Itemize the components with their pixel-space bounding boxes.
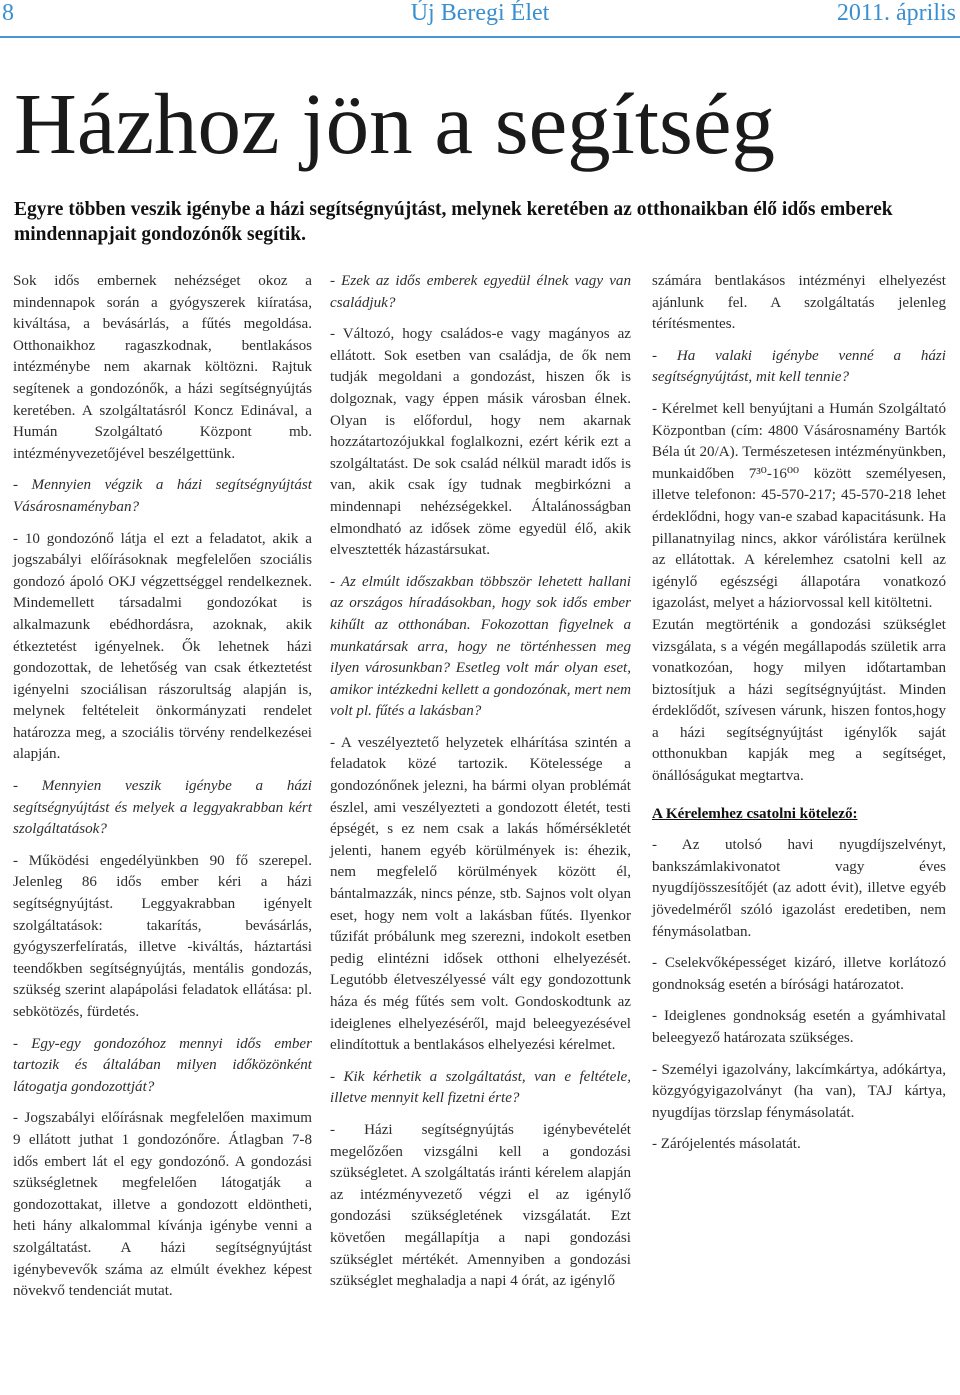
interview-answer: - Változó, hogy családos-e vagy magányos az ellátott. Sok esetben van családja, de ők nem tudják megoldani a gondozást, hiszen ők is dolgoznak, vagy éppen másik városban élnek. Olyan is előfordul, hogy nem akarnak hozzátartozójukkal foglalkozni, ezért kérik ezt a szolgáltatást. De sok család nélkül maradt idős is van, akik csak így tudnak megbirkózni a mindennapi nehézségekkel. Általánosságban elmondható az idősek zöme egyedül élő, akik elvesztették házastársukat. [330,326,631,559]
page-header [0,0,960,36]
article-column-3 [652,271,946,1389]
interview-answer: - 10 gondozónő látja el ezt a feladatot, akik a jogszabályi előírásoknak megfelelően szociális gondozó ápoló OKJ végzettséggel rendelkeznek. Mindemellett társadalmi gondozókat is alkalmazunk ebédhordásra, azoknak, akik étkeztetést igényelnek. Ők lehetnek házi gondozottak, de lehetőség van csak étkeztetést igényelni szociálisan rászorultság alapján is, melynek feltételeit önkormányzati rendelet határozza meg, a szociális törvény rendelkezései alapján. [13,530,312,763]
required-document-item: - Ideiglenes gondnokság esetén a gyámhivatal beleegyező határozata szükséges. [652,1008,946,1046]
article-title: Házhoz jön a segítség [14,75,775,172]
article-lead: Egyre többen veszik igénybe a házi segítségnyújtást, melynek keretében az otthonaikban élő idős emberek mindennapjait gondozónők segítik. [14,199,893,245]
required-document-item: - Személyi igazolvány, lakcímkártya, adókártya, közgyógyigazolványt (ha van), TAJ kártya, nyugdíjas törzslap fénymásolatát. [652,1061,946,1121]
interview-answer: - A veszélyeztető helyzetek elhárítása szintén a feladatok közé tartozik. Kötelessége a gondozónőnek jelezni, ha bármi olyan problémát észlel, ami veszélyezteti a gondozott életét, testi épségét, s ez nem csak a lakás hőmérsékletét jelenti, hanem egyéb körülmények is: éhezik, nem megfelelő körülmények között él, bántalmazzák, nincs pénze, stb. Sajnos volt olyan eset, hogy nem volt a lakásban fűtés. Ilyenkor tűzifát próbálunk meg szerezni, indokolt esetben pedig elintézni idősek otthoni elhelyezését. Legutóbb életveszélyessé vált egy gondozottunk háza és még fűtés sem volt. Gondoskodtunk az ideiglenes elhelyezéséről, majd beleegyezésével elindítottuk a bentlakásos elhelyezési kérelmet. [330,734,631,1054]
required-documents-heading: A Kérelemhez csatolni kötelező: [652,805,858,822]
interview-answer: - Házi segítségnyújtás igénybevételét megelőzően vizsgálni kell a gondozási szükségletet. A szolgáltatás iránti kérelem alapján az intézményvezető végzi el az igénylő gondozási szükségletének vizsgálatát. Ezt követően megállapítja a napi gondozási szükséglet mértékét. Amennyiben a gondozási szükséglet meghaladja a napi 4 órát, az igénylő [330,1121,631,1290]
required-document-item: - Az utolsó havi nyugdíjszelvényt, bankszámlakivonatot vagy éves nyugdíjösszesítőjét (az adott évit), illetve egyéb jövedelméről szóló igazolást eredetiben, nem fénymásolatban. [652,837,946,940]
interview-question: - Egy-egy gondozóhoz mennyi idős ember tartozik és általában milyen időközönként látogatja gondozottját? [13,1035,312,1095]
interview-question: - Mennyien veszik igénybe a házi segítségnyújtást és melyek a leggyakrabban kért szolgáltatások? [13,778,312,838]
article-column-2 [330,271,631,1389]
interview-answer: - Jogszabályi előírásnak megfelelően maximum 9 ellátott juthat 1 gondozónőre. Átlagban 7-8 idős embert lát el egy gondozónő. A gondozási szükségletnek megfelelően látogatják a gondozottakat, illetve a gondozott eldöntheti, heti hány alkalommal kívánja igénybe venni a szolgáltatást. A házi segítségnyújtást igénybevevők száma az elmúlt évekhez képest növekvő tendenciát mutat. [13,1110,312,1300]
paragraph: Ezután megtörténik a gondozási szükséglet vizsgálata, s a végén megállapodás születik arra vonatkozóan, hogy milyen időtartamban biztosítjuk a házi segítségnyújtást. Minden érdeklődőt, szívesen várunk, hiszen fontos,hogy a házi segítségnyújtást igénylők saját otthonukban kapják meg a segítséget, önállóságukat megtartva. [652,616,946,785]
interview-question: - Mennyien végzik a házi segítségnyújtást Vásárosnaményban? [13,477,312,515]
interview-answer: - Működési engedélyünkben 90 fő szerepel. Jelenleg 86 idős ember kéri a házi segítségnyújtást. Leggyakrabban igényelt szolgáltatások: takarítás, bevásárlás, gyógyszerfelíratás, illetve -kiváltás, háztartási teendőkben segítségnyújtás, mentális gondozás, szükség szerint alapápolási feladatok ellátása: pl. sebkötözés, fürdetés. [13,852,312,1020]
interview-question: - Az elmúlt időszakban többször lehetett hallani az országos híradásokban, hogy sok idős ember kihűlt az otthonában. Fokozottan figyelnek a munkatársak arra, hogy ne történhessen meg ilyen városunkban? Esetleg volt már olyan eset, amikor intézkedni kellett a gondozónak, mert nem volt pl. fűtés a lakásban? [330,573,631,720]
publication-name: Új Beregi Élet [410,0,550,26]
required-document-item: - Cselekvőképességet kizáró, illetve korlátozó gondnokság esetén a bírósági határozatot. [652,955,946,993]
page-number: 8 [2,0,14,26]
issue-date: 2011. április [836,0,956,26]
interview-question: - Ha valaki igénybe venné a házi segítségnyújtást, mit kell tennie? [652,347,946,386]
interview-question: - Ezek az idős emberek egyedül élnek vagy van családjuk? [330,273,631,311]
interview-answer: számára bentlakásos intézményi elhelyezést ajánlunk fel. A szolgáltatás jelenleg térítésmentes. [652,273,946,333]
required-document-item: - Zárójelentés másolatát. [652,1136,801,1153]
paragraph: Sok idős embernek nehézséget okoz a mindennapok során a gyógyszerek kiíratása, kiváltása, a bevásárlás, a fűtés megoldása. Otthonaikhoz ragaszkodnak, bentlakásos intézménybe nem akarnak költözni. Rajtuk segítenek a gondozónők, a házi segítségnyújtás keretében. A szolgáltatásról Koncz Edinával, a Humán Szolgáltató Központ mb. intézményvezetőjével beszélgettünk. [13,273,312,462]
interview-question: - Kik kérhetik a szolgáltatást, van e feltétele, illetve mennyit kell fizetni érte? [330,1068,631,1107]
interview-answer: - Kérelmet kell benyújtani a Humán Szolgáltató Központban (cím: 4800 Vásárosnamény Bartók Béla út 20/A). Természetesen intézményünkben, munkaidőben 7³⁰-16⁰⁰ között személyesen, illetve telefonon: 45-570-217; 45-570-218 lehet érdeklődni, hogy van-e szabad kapacitásunk. Ha pillanatnyilag nincs, akkor várólistára kerülnek az ellátottak. A kérelemhez csatolni kell az igénylő egészségi állapotára vonatkozó igazolást, melyet a háziorvossal kell kitöltetni. [652,400,946,612]
article-column-1 [13,271,312,1389]
header-rule [0,36,960,38]
